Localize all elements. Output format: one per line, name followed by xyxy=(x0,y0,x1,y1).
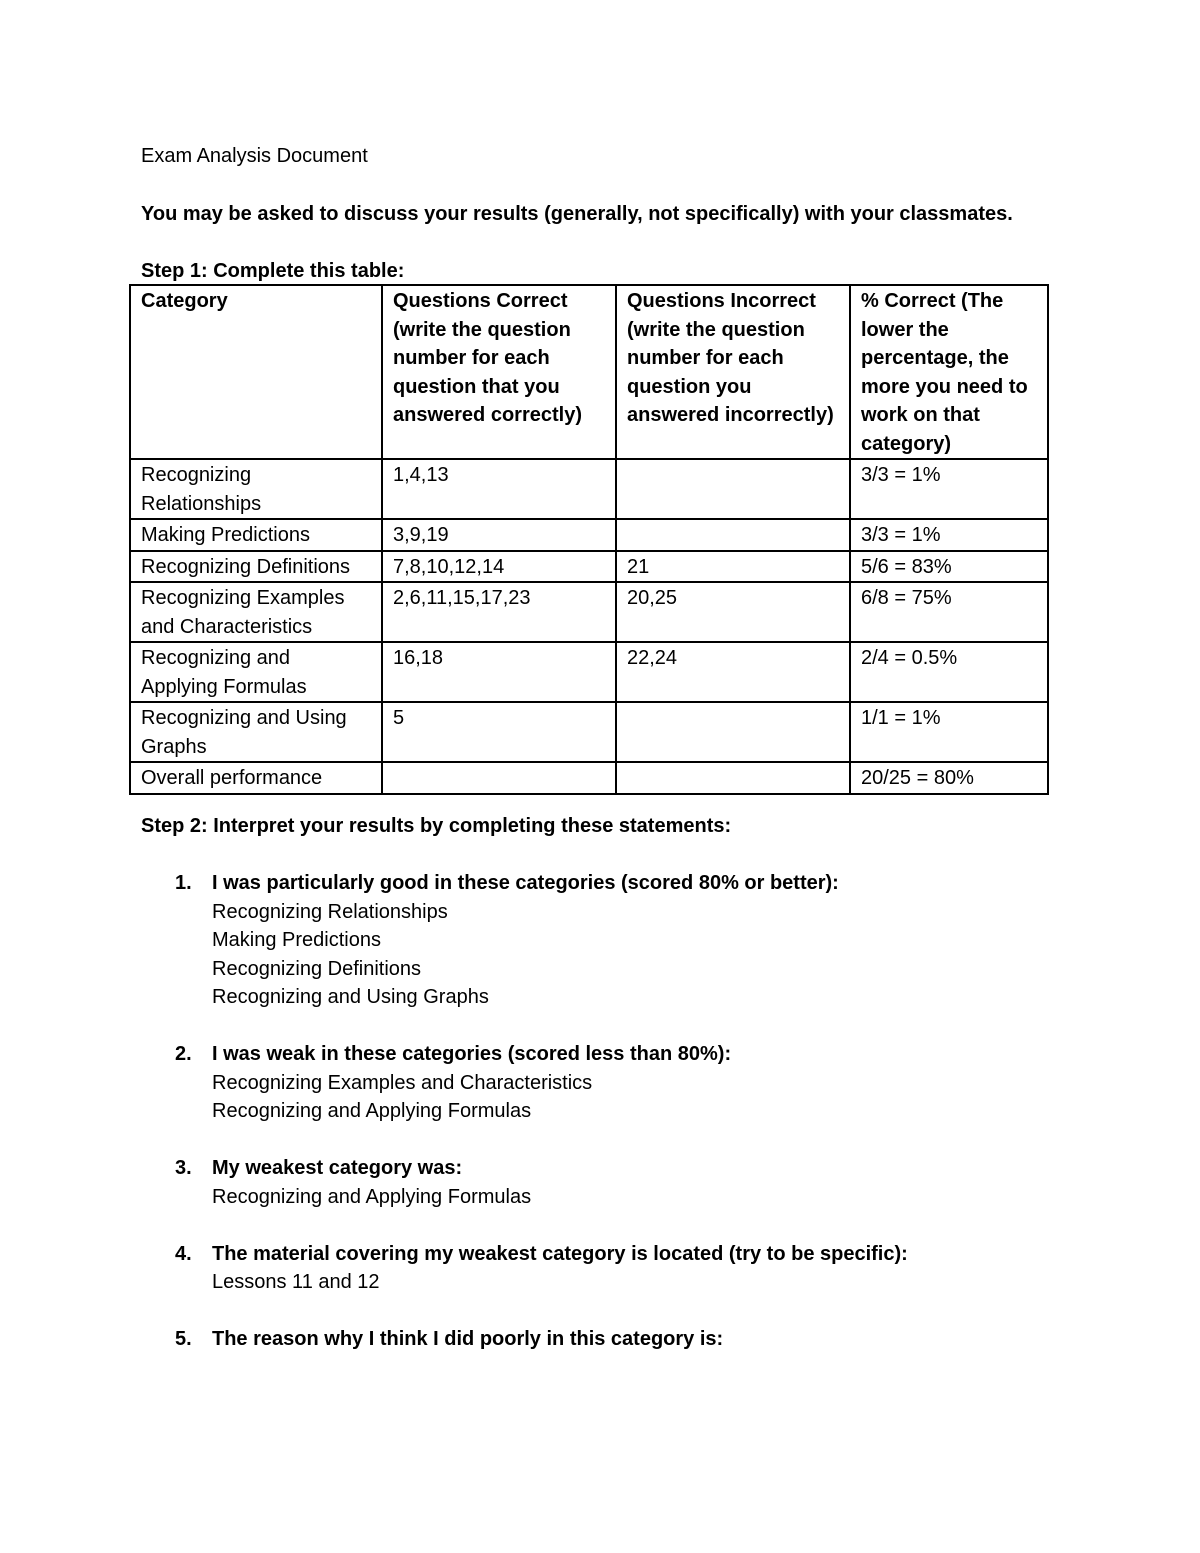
cell-category: Recognizing Examples and Characteristics xyxy=(130,582,382,642)
cell-correct: 2,6,11,15,17,23 xyxy=(382,582,616,642)
statement-prompt: My weakest category was: xyxy=(212,1157,463,1179)
cell-correct: 5 xyxy=(382,702,616,762)
cell-category: Making Predictions xyxy=(130,519,382,551)
statement-answer: Recognizing and Using Graphs xyxy=(212,986,489,1008)
table-row xyxy=(130,642,1048,702)
statement-answer: Recognizing Examples and Characteristics xyxy=(212,1071,593,1094)
cell-percent: 2/4 = 0.5% xyxy=(850,642,1048,702)
statement-number: 2. xyxy=(175,1043,192,1065)
table-row xyxy=(130,702,1048,762)
table-row xyxy=(130,519,1048,551)
header-questions-correct: Questions Correct (write the question number for each question that you answered correctly) xyxy=(382,285,616,459)
cell-category: Overall performance xyxy=(130,762,382,794)
statement-number: 3. xyxy=(175,1157,192,1179)
document-title: Exam Analysis Document xyxy=(141,145,368,167)
statement-prompt: I was particularly good in these categories (scored 80% or better): xyxy=(212,872,839,894)
step1-label: Step 1: Complete this table: xyxy=(141,260,405,282)
list-item xyxy=(141,1040,1041,1126)
table-row xyxy=(130,459,1048,519)
list-item xyxy=(141,1325,1041,1354)
cell-correct xyxy=(382,762,616,794)
cell-incorrect: 22,24 xyxy=(616,642,850,702)
cell-percent: 6/8 = 75% xyxy=(850,582,1048,642)
cell-incorrect: 21 xyxy=(616,551,850,583)
cell-incorrect: 20,25 xyxy=(616,582,850,642)
table-row xyxy=(130,582,1048,642)
cell-category: Recognizing and Using Graphs xyxy=(130,702,382,762)
statement-prompt: The reason why I think I did poorly in this category is: xyxy=(212,1328,724,1350)
cell-percent: 20/25 = 80% xyxy=(850,762,1048,794)
statement-answer: Recognizing and Applying Formulas xyxy=(212,1100,532,1122)
cell-correct: 1,4,13 xyxy=(382,459,616,519)
statement-prompt: The material covering my weakest category is located (try to be specific): xyxy=(212,1242,908,1265)
table-row xyxy=(130,551,1048,583)
cell-percent: 3/3 = 1% xyxy=(850,459,1048,519)
statement-answer: Recognizing Definitions xyxy=(212,957,422,980)
statement-number: 4. xyxy=(175,1242,192,1265)
statement-answer: Lessons 11 and 12 xyxy=(212,1271,380,1293)
cell-incorrect xyxy=(616,762,850,794)
cell-incorrect xyxy=(616,702,850,762)
cell-correct: 7,8,10,12,14 xyxy=(382,551,616,583)
cell-percent: 5/6 = 83% xyxy=(850,551,1048,583)
statement-prompt: I was weak in these categories (scored less than 80%): xyxy=(212,1043,732,1065)
header-percent-correct: % Correct (The lower the percentage, the more you need to work on that category) xyxy=(850,285,1048,459)
cell-category: Recognizing and Applying Formulas xyxy=(130,642,382,702)
header-questions-incorrect: Questions Incorrect (write the question number for each question you answered incorrectly) xyxy=(616,285,850,459)
statement-number: 1. xyxy=(175,872,192,894)
statement-answer: Making Predictions xyxy=(212,929,381,951)
statement-number: 5. xyxy=(175,1328,192,1350)
list-item xyxy=(141,869,1041,1012)
list-item xyxy=(141,1240,1041,1297)
document-header xyxy=(141,142,1051,286)
header-category: Category xyxy=(130,285,382,459)
cell-percent: 1/1 = 1% xyxy=(850,702,1048,762)
list-item xyxy=(141,1154,1041,1211)
table-row-overall xyxy=(130,762,1048,794)
intro-text: You may be asked to discuss your results (generally, not specifically) with your classmates. xyxy=(141,202,1013,225)
statement-answer: Recognizing Relationships xyxy=(212,900,448,923)
table-header-row xyxy=(130,285,1048,459)
statements-list xyxy=(141,869,1041,1382)
cell-category: Recognizing Definitions xyxy=(130,551,382,583)
cell-incorrect xyxy=(616,459,850,519)
cell-percent: 3/3 = 1% xyxy=(850,519,1048,551)
cell-incorrect xyxy=(616,519,850,551)
cell-category: Recognizing Relationships xyxy=(130,459,382,519)
statement-answer: Recognizing and Applying Formulas xyxy=(212,1185,532,1208)
step2-label: Step 2: Interpret your results by completing these statements: xyxy=(141,815,732,837)
cell-correct: 16,18 xyxy=(382,642,616,702)
cell-correct: 3,9,19 xyxy=(382,519,616,551)
exam-analysis-table xyxy=(129,284,1049,795)
